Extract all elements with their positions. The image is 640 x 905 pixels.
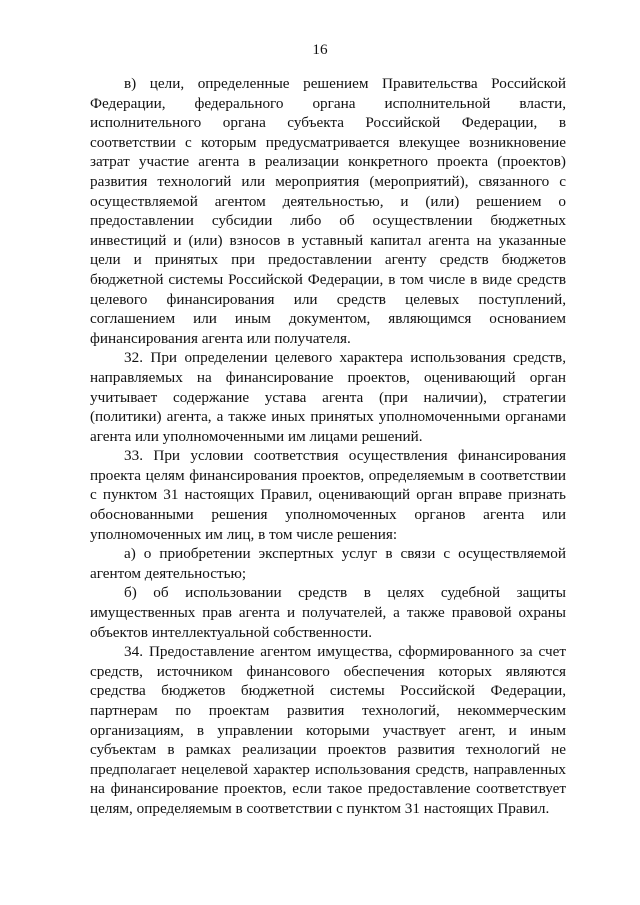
- paragraph-33: 33. При условии соответствия осуществления финансирования проекта целям финансирования проектов, определяемым в соответствии с пунктом 31 настоящих Правил, оценивающий орган вправе признать обоснованными решения уполномоченных органов агента или уполномоченных им лиц, в том числе решения:: [90, 447, 566, 543]
- paragraph-clause-v: в) цели, определенные решением Правительства Российской Федерации, федерального органа исполнительной власти, исполнительного органа субъекта Российской Федерации, в соответствии с которым предусматривается влекущее возникновение затрат участие агента в реализации конкретного проекта (проектов) развития технологий или мероприятия (мероприятий), связанного с осуществляемой агентом деятельностью, и (или) решением о предоставлении субсидии либо об осуществлении бюджетных инвестиций и (или) взносов в уставный капитал агента на указанные цели и принятых при предоставлении агенту средств бюджетов бюджетной системы Российской Федерации, в том числе в виде средств целевого финансирования или средств целевых поступлений, соглашением или иным документом, являющимся основанием финансирования агента или получателя.: [90, 75, 566, 347]
- paragraph-33-subclause-b: б) об использовании средств в целях судебной защиты имущественных прав агента и получателей, а также правовой охраны объектов интеллектуальной собственности.: [90, 584, 566, 641]
- page-number: 16: [312, 41, 328, 58]
- paragraph-33-subclause-a: а) о приобретении экспертных услуг в связи с осуществляемой агентом деятельностью;: [90, 545, 566, 582]
- paragraph-32: 32. При определении целевого характера использования средств, направляемых на финансирование проектов, оценивающий орган учитывает содержание устава агента (при наличии), стратегии (политики) агента, а также иных принятых уполномоченными органами агента или уполномоченными им лицами решений.: [90, 349, 566, 445]
- document-body: [90, 74, 566, 819]
- paragraph-34: 34. Предоставление агентом имущества, сформированного за счет средств, источником финансового обеспечения которых являются средства бюджетов бюджетной системы Российской Федерации, партнерам по проектам развития технологий, некоммерческим организациям, в управлении которыми участвует агент, и иным субъектам в рамках реализации проектов развития технологий не предполагает нецелевой характер использования средств, направленных на финансирование проектов, если такое предоставление соответствует целям, определяемым в соответствии с пунктом 31 настоящих Правил.: [90, 643, 566, 817]
